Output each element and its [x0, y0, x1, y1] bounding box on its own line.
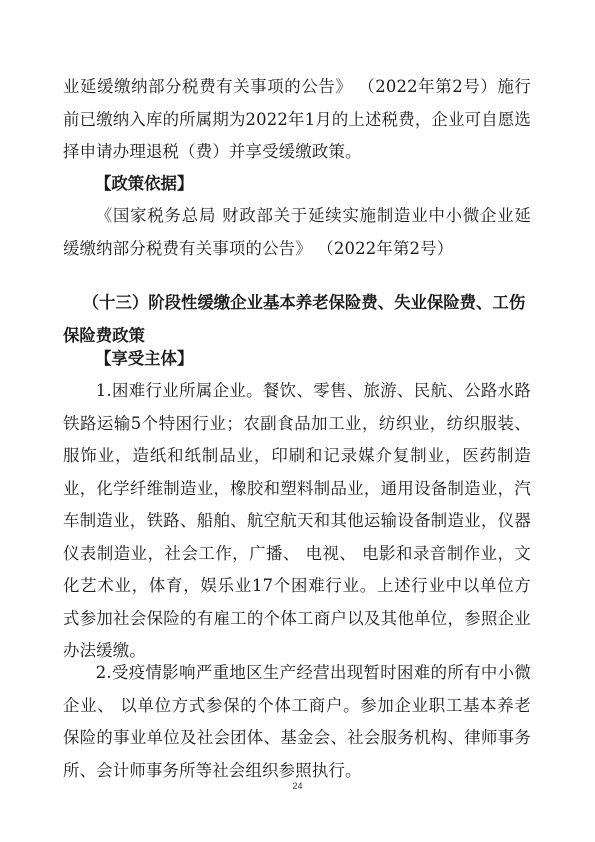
beneficiary-item-2: 2.受疫情影响严重地区生产经营出现暂时困难的所有中小微企业、 以单位方式参保的个体工商户。参加企业职工基本养老保险的事业单位及社会团体、基金会、社会服务机构、律师事务所、会计师事务所等社会组织参照执行。 — [63, 663, 531, 780]
continuation-paragraph: 业延缓缴纳部分税费有关事项的公告》 （2022年第2号）施行前已缴纳入库的所属期为2022年1月的上述税费，企业可自愿选择申请办理退税（费）并享受缓缴政策。 — [63, 77, 531, 161]
beneficiary-item-1: 1.困难行业所属企业。餐饮、零售、旅游、民航、公路水路铁路运输5个特困行业；农副食品加工业，纺织业，纺织服装、服饰业，造纸和纸制品业，印刷和记录媒介复制业，医药制造业，化学纤维制造业，橡胶和塑料制品业，通用设备制造业，汽车制造业，铁路、船舶、航空航天和其他运输设备制造业，仪器仪表制造业，社会工作，广播、 电视、 电影和录音制作业，文化艺术业，体育，娱乐业17个困难行业。上述行业中以单位方式参加社会保险的有雇工的个体工商户以及其他单位，参照企业办法缓缴。 — [63, 381, 531, 660]
policy-basis-text: 《国家税务总局 财政部关于延续实施制造业中小微企业延缓缴纳部分税费有关事项的公告》 （2022年第2号） — [63, 206, 531, 258]
page-number: 24 — [292, 781, 303, 791]
policy-basis-heading: 【政策依据】 — [95, 174, 194, 193]
beneficiary-heading: 【享受主体】 — [95, 349, 194, 368]
section-title: （十三）阶段性缓缴企业基本养老保险费、失业保险费、工伤保险费政策 — [63, 293, 526, 345]
